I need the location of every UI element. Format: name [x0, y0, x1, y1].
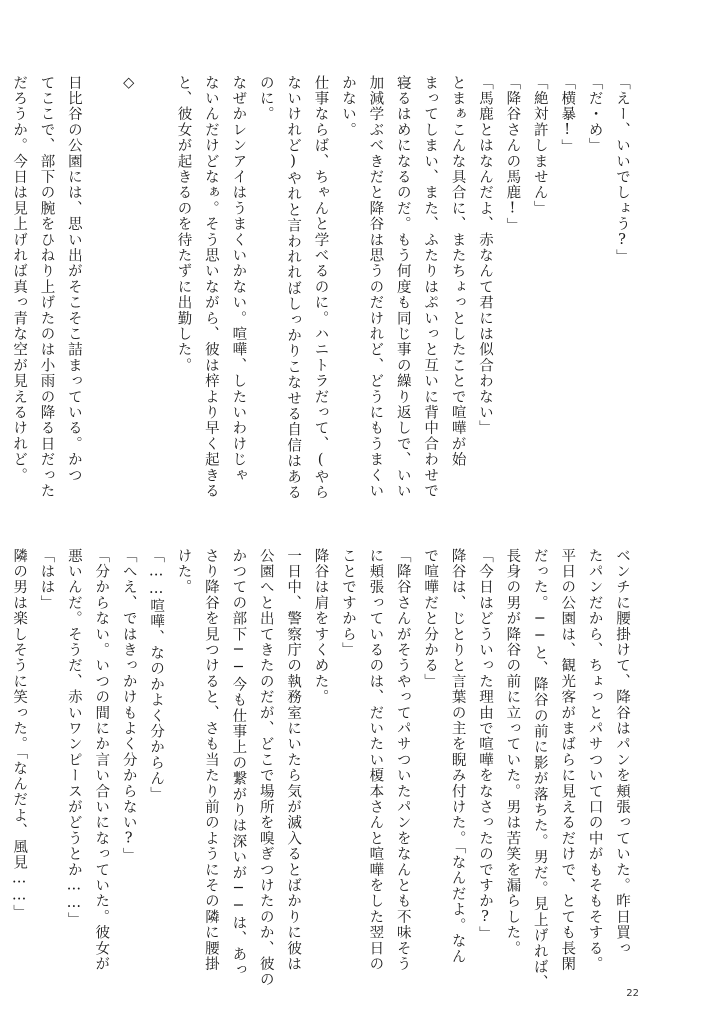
lower-text-line: 悪いんだ。そうだ、赤いワンピースがどうとか……」	[65, 548, 82, 928]
lower-text-line: 一日中、警察庁の執務室にいたら気が滅入るとばかりに彼は	[285, 548, 302, 972]
lower-text-line: 「はは」	[38, 548, 55, 611]
upper-text-line: のに。	[257, 75, 274, 123]
lower-text-line: 長身の男が降谷の前に立っていた。男は苦笑を漏らした。	[504, 548, 521, 957]
upper-text-line	[142, 75, 169, 515]
upper-text-line: 「降谷さんの馬鹿!」	[504, 75, 521, 234]
upper-text-line: まってしまい、また、ふたりはぷいっと互いに背中合わせで	[422, 75, 439, 499]
upper-text-line: 「絶対許しません」	[531, 75, 548, 217]
upper-text-line: 寝るはめになるのだ。もう何度も同じ事の繰り返しで、いい	[394, 75, 411, 499]
upper-text-line: かない。	[339, 75, 356, 138]
lower-text-line: に頬張っているのは、だいたい榎本さんと喧嘩をした翌日の	[367, 548, 384, 972]
lower-text-line: 降谷は、じとりと言葉の主を睨み付けた。「なんだよ。なん	[449, 548, 466, 965]
lower-text-line: 公園へと出てきたのだが、どこで場所を嗅ぎつけたのか、彼の	[257, 548, 274, 988]
upper-text-line: 「横暴!」	[559, 75, 576, 155]
lower-text-line: 「へえ、ではきっかけもよく分からない?」	[120, 548, 137, 864]
lower-text-line: 「分からない。いつの間にか言い合いになっていた。彼女が	[93, 548, 110, 972]
upper-text-line	[87, 75, 114, 515]
upper-text-line: ないんだけどなぁ。そう思いながら、彼は梓より早く起きる	[202, 75, 219, 499]
upper-text-line: てここで、部下の腕をひねり上げたのは小雨の降る日だった	[38, 75, 55, 499]
page-number: 22	[626, 988, 639, 999]
upper-text-line: 加減学ぶべきだと降谷は思うのだけれど、どうにもうまくい	[367, 75, 384, 499]
lower-text-line: 「……喧嘩、なのかよく分からん」	[148, 548, 165, 803]
lower-text-line: ベンチに腰掛けて、降谷はパンを頬張っていた。昨日買っ	[614, 548, 630, 957]
upper-text-block	[11, 75, 635, 515]
upper-text-line: ◇	[120, 75, 137, 93]
upper-text-line: ないけれど)やれと言われればしっかりこなせる自信はある	[285, 75, 302, 501]
upper-text-line: と、彼女が起きるのを待たずに出勤した。	[175, 75, 192, 374]
lower-text-line: 「降谷さんがそうやってパサついたパンをなんとも不味そう	[394, 548, 411, 972]
upper-text-line: なぜかレンアイはうまくいかない。喧嘩、したいわけじゃ	[230, 75, 247, 484]
upper-text-line: 「だ・め」	[586, 75, 603, 154]
upper-text-line: 「馬鹿とはなんだよ、赤なんて君には似合わない」	[476, 75, 493, 437]
lower-text-line: 「今日はどういった理由で喧嘩をなさったのですか?」	[476, 548, 493, 942]
lower-text-line: 平日の公園は、観光客がまばらに見えるだけで、とても長閑	[559, 548, 576, 972]
lower-text-line: ことですから」	[339, 548, 356, 658]
lower-text-line: さり降谷を見つけると、さも当たり前のようにその隣に腰掛	[202, 548, 219, 972]
lower-text-line: かつての部下──今も仕事上の繋がりは深いが──は、あっ	[230, 548, 247, 978]
upper-text-line: 仕事ならば、ちゃんと学べるのに。ハニトラだって、(やら	[312, 75, 329, 501]
lower-text-block	[11, 548, 635, 991]
upper-text-line: だろうか。今日は見上げれば真っ青な空が見えるけれど。	[11, 75, 28, 484]
upper-text-line: 日比谷の公園には、思い出がそこそこ詰まっている。かつ	[65, 75, 82, 484]
lower-text-line: 隣の男は楽しそうに笑った。「なんだよ、風見……」	[11, 548, 28, 921]
upper-text-line: 「えー、いいでしょう?」	[614, 75, 630, 265]
lower-text-line: だった。──と、降谷の前に影が落ちた。男だ。見上げれば、	[531, 548, 548, 991]
lower-text-line: で喧嘩だと分かる」	[422, 548, 439, 690]
lower-text-line: けた。	[175, 548, 192, 596]
lower-text-line: 降谷は肩をすくめた。	[312, 548, 329, 705]
upper-text-line: とまぁこんな具合に、またちょっとしたことで喧嘩が始	[449, 75, 466, 468]
lower-text-line: たパンだから、ちょっとパサついて口の中がもそもそする。	[586, 548, 603, 972]
